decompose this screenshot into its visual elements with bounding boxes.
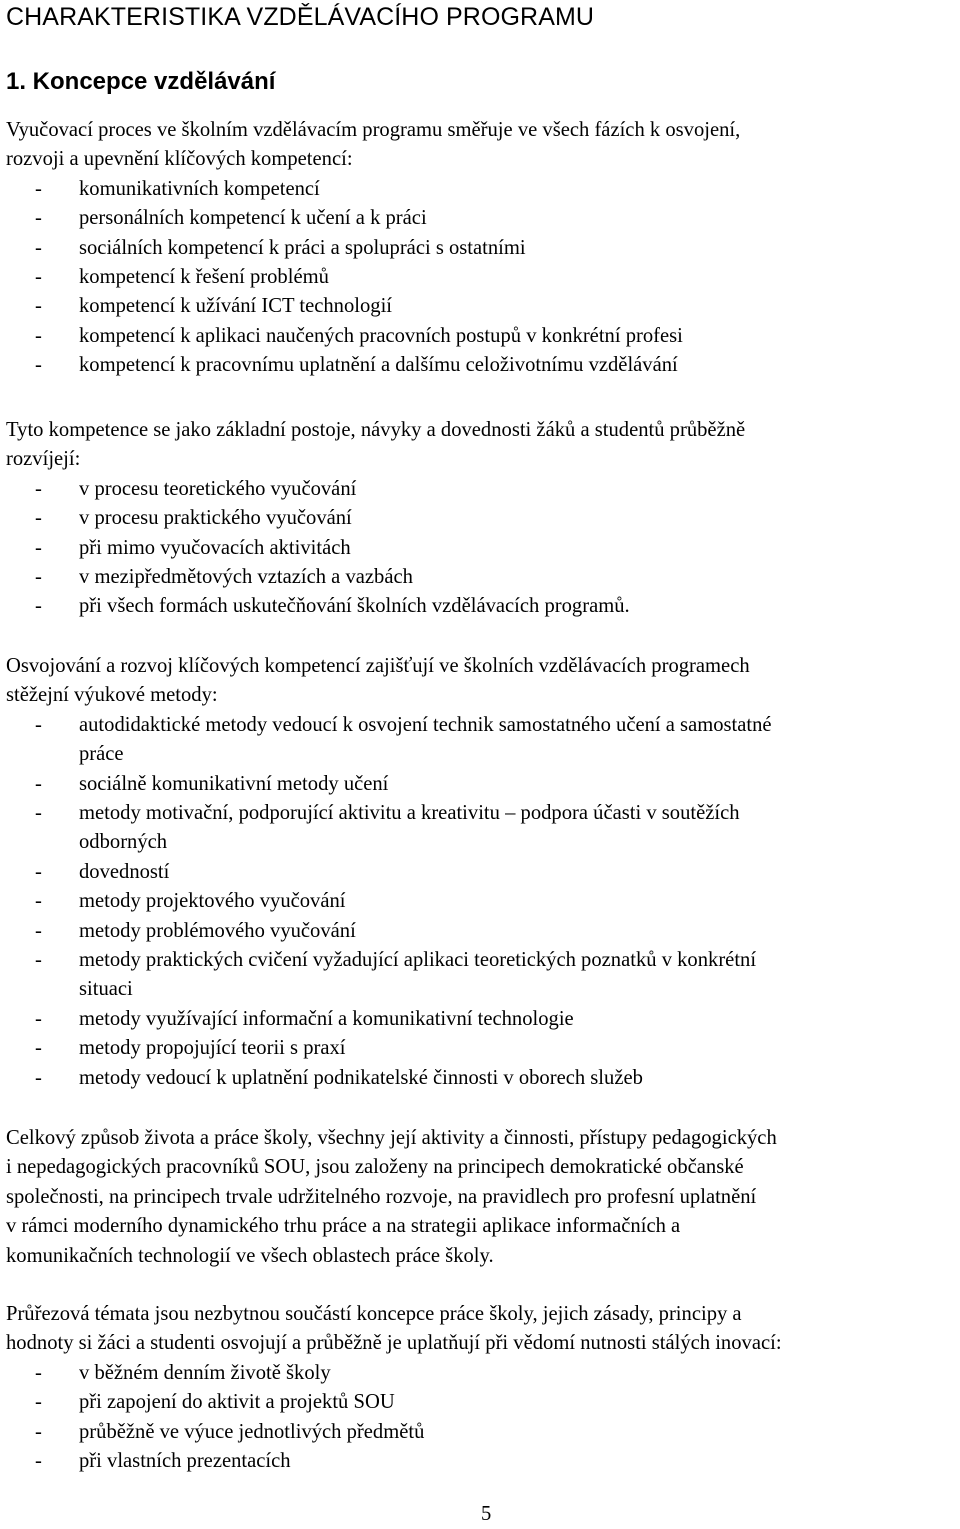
- list-item: - sociálních kompetencí k práci a spolupráci s ostatními: [6, 234, 958, 263]
- themes-list: [6, 1359, 958, 1477]
- paragraph-line: rozvíjejí:: [6, 448, 81, 471]
- list-item-line: situaci: [79, 978, 133, 1001]
- list-item: - personálních kompetencí k učení a k práci: [6, 204, 958, 233]
- paragraph-line: Vyučovací proces ve školním vzdělávacím programu směřuje ve všech fázích k osvojení,: [6, 119, 741, 141]
- list-item: - metody vedoucí k uplatnění podnikatelské činnosti v oborech služeb: [6, 1064, 958, 1093]
- list-item: - kompetencí k pracovnímu uplatnění a dalšímu celoživotnímu vzdělávání: [6, 351, 958, 380]
- list-item: - kompetencí k aplikaci naučených pracovních postupů v konkrétní profesi: [6, 322, 958, 351]
- list-item: - metody využívající informační a komunikativní technologie: [6, 1005, 958, 1034]
- list-item: - kompetencí k řešení problémů: [6, 263, 958, 292]
- list-item: - při zapojení do aktivit a projektů SOU: [6, 1388, 958, 1417]
- list-item: - při všech formách uskutečňování školních vzdělávacích programů.: [6, 592, 958, 621]
- paragraph-line: komunikačních technologií ve všech oblastech práce školy.: [6, 1244, 494, 1267]
- list-item: - v mezipředmětových vztazích a vazbách: [6, 563, 958, 592]
- list-item: - metody projektového vyučování: [6, 887, 958, 916]
- paragraph-line: společnosti, na principech trvale udržitelného rozvoje, na pravidlech pro profesní uplatnění: [6, 1185, 757, 1208]
- list-item: - průběžně ve výuce jednotlivých předmětů: [6, 1418, 958, 1447]
- paragraph-line: hodnoty si žáci a studenti osvojují a průběžně je uplatňují při vědomí nutnosti stálých inovací:: [6, 1332, 782, 1355]
- list-item: - v běžném denním životě školy: [6, 1359, 958, 1388]
- page-number: 5: [481, 1503, 492, 1525]
- list-item-line: - autodidaktické metody vedoucí k osvojení technik samostatného učení a samostatné: [79, 713, 772, 736]
- list-item-line: - metody motivační, podporující aktivitu a kreativitu – podpora účasti v soutěžích: [79, 802, 740, 825]
- list-item: - při vlastních prezentacích: [6, 1447, 958, 1476]
- paragraph-line: i nepedagogických pracovníků SOU, jsou založeny na principech demokratické občanské: [6, 1156, 744, 1179]
- list-item-line: odborných: [79, 831, 168, 854]
- paragraph-line: stěžejní výukové metody:: [6, 684, 218, 707]
- list-item: - sociálně komunikativní metody učení: [6, 770, 958, 799]
- paragraph-competencies: [6, 116, 958, 381]
- list-item: - metody propojující teorii s praxí: [6, 1034, 958, 1063]
- paragraph-cross-cutting-themes: [6, 1300, 958, 1476]
- section-heading: 1. Koncepce vzdělávání: [6, 68, 276, 95]
- list-item-line: - metody praktických cvičení vyžadující aplikaci teoretických poznatků v konkrétní: [79, 949, 757, 972]
- list-item: - dovedností: [6, 858, 958, 887]
- list-item: - při mimo vyučovacích aktivitách: [6, 534, 958, 563]
- paragraph-line: Celkový způsob života a práce školy, všechny její aktivity a činnosti, přístupy pedagogických: [6, 1127, 777, 1149]
- list-item: - v procesu praktického vyučování: [6, 504, 958, 533]
- list-item: [6, 946, 958, 1005]
- list-item: - kompetencí k užívání ICT technologií: [6, 292, 958, 321]
- list-item: - v procesu teoretického vyučování: [6, 475, 958, 504]
- development-list: [6, 475, 958, 622]
- paragraph-line: Tyto kompetence se jako základní postoje, návyky a dovednosti žáků a studentů průběžně: [6, 419, 746, 441]
- paragraph-school-life: [6, 1124, 958, 1271]
- methods-list: [6, 711, 958, 1093]
- paragraph-line: Průřezová témata jsou nezbytnou součástí koncepce práce školy, jejich zásady, principy a: [6, 1303, 742, 1325]
- paragraph-line: rozvoji a upevnění klíčových kompetencí:: [6, 148, 353, 171]
- paragraph-methods: [6, 652, 958, 1093]
- list-item: - metody problémového vyučování: [6, 917, 958, 946]
- competencies-list: [6, 175, 958, 381]
- document-title: CHARAKTERISTIKA VZDĚLÁVACÍHO PROGRAMU: [6, 3, 595, 31]
- list-item: [6, 711, 958, 770]
- list-item-line: práce: [79, 743, 124, 766]
- paragraph-line: Osvojování a rozvoj klíčových kompetencí zajišťují ve školních vzdělávacích programech: [6, 655, 750, 677]
- list-item: - komunikativních kompetencí: [6, 175, 958, 204]
- list-item: [6, 799, 958, 858]
- paragraph-development: [6, 416, 958, 622]
- paragraph-line: v rámci moderního dynamického trhu práce a na strategii aplikace informačních a: [6, 1215, 681, 1238]
